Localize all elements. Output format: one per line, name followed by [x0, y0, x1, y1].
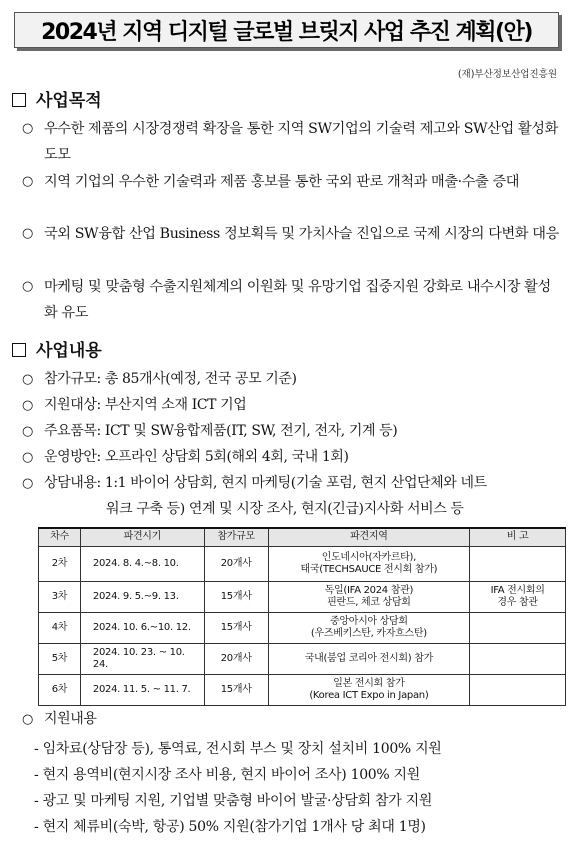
purpose-bullet: ○ 지역 기업의 우수한 기술력과 제품 홍보를 통한 국외 판로 개척과 매출·수출 증대	[22, 169, 562, 195]
content-item: ○ 운영방안: 오프라인 상담회 5회(해외 4회, 국내 1회)	[22, 444, 567, 471]
circle-bullet-icon: ○	[22, 174, 33, 189]
circle-bullet-icon: ○	[22, 450, 33, 465]
content-item: ○ 지원대상: 부산지역 소재 ICT 기업	[22, 392, 567, 419]
table-row	[39, 674, 566, 705]
section-heading-content: 사업내용	[12, 336, 102, 361]
support-item: - 현지 체류비(숙박, 항공) 50% 지원(참가기업 1개사 당 최대 1명)	[34, 819, 426, 835]
section-box-icon	[12, 93, 26, 107]
table-row	[39, 581, 566, 612]
circle-bullet-icon: ○	[22, 398, 33, 413]
circle-bullet-icon: ○	[22, 372, 33, 387]
region-cell: 인도네시아(자카르타), 태국(TECHSAUCE 전시회 참가)	[268, 546, 470, 581]
table-row	[39, 546, 566, 581]
support-heading: ○ 지원내용	[22, 711, 97, 727]
round-cell: 4차	[39, 612, 81, 643]
content-item: ○ 주요품목: ICT 및 SW융합제품(IT, SW, 전기, 전자, 기계 등)	[22, 418, 567, 445]
circle-bullet-icon: ○	[22, 121, 33, 136]
table-row	[39, 612, 566, 643]
purpose-bullet: ○ 우수한 제품의 시장경쟁력 확장을 통한 지역 SW기업의 기술력 제고와 SW산업 활성화 도모	[22, 116, 562, 168]
size-cell: 20개사	[204, 643, 268, 674]
col-header-period: 파견시기	[80, 528, 204, 546]
circle-bullet-icon: ○	[22, 476, 33, 491]
period-cell: 2024. 10. 23. ~ 10. 24.	[80, 643, 204, 674]
circle-bullet-icon: ○	[22, 226, 33, 241]
circle-bullet-icon: ○	[22, 712, 33, 727]
table-header-row	[39, 528, 566, 546]
col-header-size: 참가규모	[204, 528, 268, 546]
purpose-bullet: ○ 국외 SW융합 산업 Business 정보획득 및 가치사슬 진입으로 국제 시장의 다변화 대응	[22, 221, 562, 247]
period-cell: 2024. 9. 5.~9. 13.	[80, 581, 204, 612]
note-cell	[470, 612, 566, 643]
note-cell: IFA 전시회의 경우 참관	[470, 581, 566, 612]
content-item: ○ 참가규모: 총 85개사(예정, 전국 공모 기준)	[22, 366, 567, 393]
round-cell: 2차	[39, 546, 81, 581]
purpose-bullet: ○ 마케팅 및 맞춤형 수출지원체계의 이원화 및 유망기업 집중지원 강화로 내수시장 활성화 유도	[22, 274, 562, 326]
circle-bullet-icon: ○	[22, 424, 33, 439]
round-cell: 6차	[39, 674, 81, 705]
schedule-table	[38, 527, 566, 706]
circle-bullet-icon: ○	[22, 279, 33, 294]
size-cell: 15개사	[204, 581, 268, 612]
period-cell: 2024. 10. 6.~10. 12.	[80, 612, 204, 643]
content-item-continuation: 워크 구축 등) 연계 및 시장 조사, 현지(긴급)지사화 서비스 등	[106, 501, 464, 517]
round-cell: 5차	[39, 643, 81, 674]
section-heading-purpose: 사업목적	[12, 86, 102, 111]
round-cell: 3차	[39, 581, 81, 612]
region-cell: 일본 전시회 참가 (Korea ICT Expo in Japan)	[268, 674, 470, 705]
size-cell: 15개사	[204, 674, 268, 705]
support-item: - 광고 및 마케팅 지원, 기업별 맞춤형 바이어 발굴·상담회 참가 지원	[34, 793, 433, 809]
support-item: - 임차료(상담장 등), 통역료, 전시회 부스 및 장치 설치비 100% 지원	[34, 741, 442, 757]
note-cell	[470, 546, 566, 581]
document-title: 2024년 지역 디지털 글로벌 브릿지 사업 추진 계획(안)	[41, 19, 532, 45]
note-cell	[470, 674, 566, 705]
organization-name: (재)부산정보산업진흥원	[457, 69, 557, 80]
col-header-note: 비 고	[470, 528, 566, 546]
size-cell: 15개사	[204, 612, 268, 643]
size-cell: 20개사	[204, 546, 268, 581]
title-box	[14, 12, 559, 48]
period-cell: 2024. 8. 4.~8. 10.	[80, 546, 204, 581]
period-cell: 2024. 11. 5. ~ 11. 7.	[80, 674, 204, 705]
region-cell: 중앙아시아 상담회 (우즈베키스탄, 카자흐스탄)	[268, 612, 470, 643]
table-row	[39, 643, 566, 674]
region-cell: 독일(IFA 2024 참관) 핀란드, 체코 상담회	[268, 581, 470, 612]
col-header-region: 파견지역	[268, 528, 470, 546]
region-cell: 국내(붐업 코리아 전시회) 참가	[268, 643, 470, 674]
col-header-round: 차수	[39, 528, 81, 546]
support-item: - 현지 용역비(현지시장 조사 비용, 현지 바이어 조사) 100% 지원	[34, 767, 421, 783]
section-box-icon	[12, 343, 26, 357]
content-item: ○ 상담내용: 1:1 바이어 상담회, 현지 마케팅(기술 포럼, 현지 산업단체와 네트	[22, 470, 567, 497]
note-cell	[470, 643, 566, 674]
